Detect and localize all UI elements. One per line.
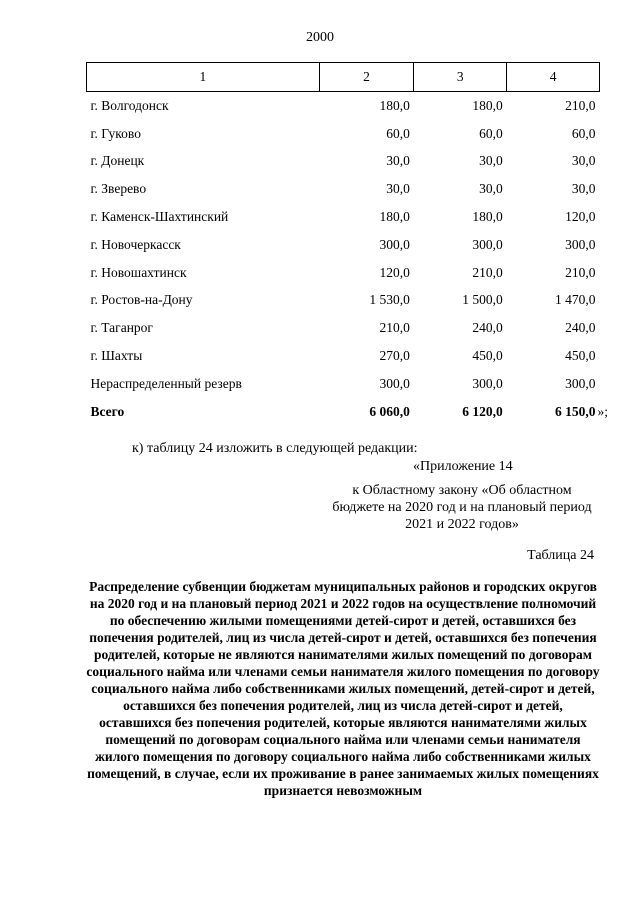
value-2022: 1 470,0 [555,292,596,308]
value-2022: 60,0 [571,125,596,141]
value-2022: 300,0 [565,236,596,252]
value-2020: 30,0 [386,153,410,169]
table-row [87,148,600,176]
value-2021: 450,0 [472,348,503,364]
value-2020: 300,0 [379,375,410,391]
value-2021: 60,0 [479,125,503,141]
value-2022: 450,0 [565,348,596,364]
value-2021: 1 500,0 [462,292,503,308]
table-label: Таблица 24 [527,548,594,563]
municipality-name: г. Новочеркасск [90,236,181,252]
column-header: 2 [319,63,414,92]
municipality-name: г. Гуково [90,125,141,141]
value-2022: 300,0 [565,375,596,391]
value-2020: 210,0 [379,320,410,336]
value-2021: 300,0 [472,236,503,252]
table-row [87,203,600,231]
municipality-name: г. Волгодонск [90,97,169,113]
municipality-name: г. Каменск-Шахтинский [90,209,229,225]
municipality-name: г. Зверево [90,181,147,197]
total-2022: 6 150,0 [555,403,596,419]
table-row [87,342,600,370]
table-body [87,92,609,426]
municipality-name: г. Ростов-на-Дону [90,292,193,308]
document-title: Распределение субвенции бюджетам муниципальных районов и городских округов на 2020 год и на плановый период 2021 и 2022 годов на осуществление полномочий по обеспечению жилыми помещениями детей-сирот и детей, оставшихся без попечения родителей, лиц из числа детей-сирот и детей, оставшихся без попечения родителей, которые не являются нанимателями жилых помещений по договорам социального найма или членами семьи нанимателя жилого помещения по договору социального найма либо собственниками жилых помещений, детей-сирот и детей, оставшихся без попечения родителей, лиц из числа детей-сирот и детей, оставшихся без попечения родителей, которые являются нанимателями жилых помещений по договорам социального найма или членами семьи нанимателя жилого помещения по договору социального найма либо собственниками жилых помещений, в случае, если их проживание в ранее занимаемых жилых помещениях признается невозможным [86,579,600,798]
municipality-name: г. Шахты [90,348,143,364]
value-2021: 30,0 [479,153,503,169]
value-2020: 180,0 [379,209,410,225]
value-2021: 210,0 [472,264,503,280]
table-row [87,370,600,398]
value-2020: 60,0 [386,125,410,141]
table-row [87,231,600,259]
column-header: 3 [414,63,507,92]
value-2020: 120,0 [379,264,410,280]
value-2020: 300,0 [379,236,410,252]
page-number: 2000 [306,30,334,45]
municipality-name: г. Таганрог [90,320,153,336]
subvention-table [86,62,609,426]
value-2022: 210,0 [565,264,596,280]
amendment-text: к) таблицу 24 изложить в следующей редакции: [132,441,418,456]
table-row [87,175,600,203]
total-2021: 6 120,0 [462,403,503,419]
table-row [87,120,600,148]
annex-label: «Приложение 14 [413,459,513,474]
table-row [87,259,600,287]
total-2020: 6 060,0 [369,403,410,419]
value-2020: 270,0 [379,348,410,364]
table-row [87,314,600,342]
total-2022-cell [507,398,609,426]
column-header: 4 [507,63,600,92]
value-2021: 30,0 [479,181,503,197]
total-row [87,398,600,426]
value-2021: 180,0 [472,209,503,225]
value-2021: 240,0 [472,320,503,336]
value-2022: 210,0 [565,97,596,113]
value-2022: 30,0 [571,181,596,197]
value-2022: 120,0 [565,209,596,225]
municipality-name: г. Донецк [90,153,145,169]
municipality-name: Нераспределенный резерв [90,375,242,391]
value-2021: 180,0 [472,97,503,113]
value-2020: 30,0 [386,181,410,197]
municipality-name: г. Новошахтинск [90,264,187,280]
value-2020: 180,0 [379,97,410,113]
table-header-row [87,63,600,92]
value-2022: 30,0 [571,153,596,169]
total-label: Всего [90,403,125,419]
quote-close-suffix: »; [597,403,609,419]
table-row [87,287,600,315]
value-2020: 1 530,0 [369,292,410,308]
value-2022: 240,0 [565,320,596,336]
column-header: 1 [87,63,320,92]
law-reference: к Областному закону «Об областном бюджете на 2020 год и на плановый период 2021 и 2022 годов» [332,483,592,532]
table-row [87,92,600,120]
value-2021: 300,0 [472,375,503,391]
